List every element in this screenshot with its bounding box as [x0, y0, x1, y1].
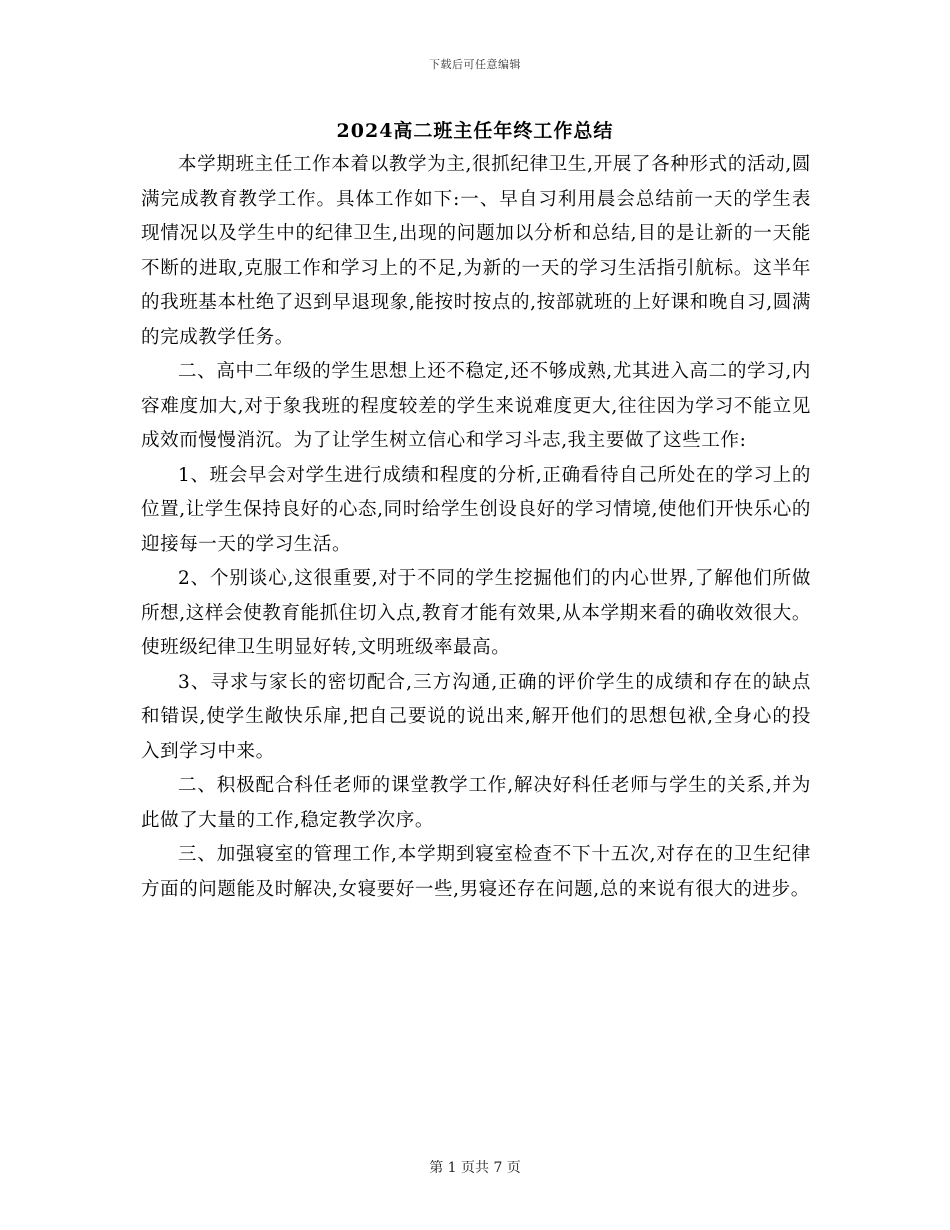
paragraph-5: 3、寻求与家长的密切配合,三方沟通,正确的评价学生的成绩和存在的缺点和错误,使学生敞快乐扉,把自己要说的说出来,解开他们的思想包袱,全身心的投入到学习中来。 [141, 671, 811, 762]
document-title: 2024高二班主任年终工作总结 [336, 120, 614, 142]
paragraph-3: 1、班会早会对学生进行成绩和程度的分析,正确看待自己所处在的学习上的位置,让学生保持良好的心态,同时给学生创设良好的学习情境,使他们开快乐心的迎接每一天的学习生活。 [141, 464, 811, 555]
paragraph-7: 三、加强寝室的管理工作,本学期到寝室检查不下十五次,对存在的卫生纪律方面的问题能及时解决,女寝要好一些,男寝还存在问题,总的来说有很大的进步。 [141, 844, 811, 900]
page-footer: 第 1 页共 7 页 [429, 1160, 521, 1176]
paragraph-4: 2、个别谈心,这很重要,对于不同的学生挖掘他们的内心世界,了解他们所做所想,这样会使教育能抓住切入点,教育才能有效果,从本学期来看的确收效很大。使班级纪律卫生明显好转,文明班级率最高。 [141, 568, 811, 658]
paragraph-1: 本学期班主任工作本着以教学为主,很抓纪律卫生,开展了各种形式的活动,圆满完成教育教学工作。具体工作如下:一、早自习利用晨会总结前一天的学生表现情况以及学生中的纪律卫生,出现的问题加以分析和总结,目的是让新的一天能不断的进取,克服工作和学习上的不足,为新的一天的学习生活指引航标。这半年的我班基本杜绝了迟到早退现象,能按时按点的,按部就班的上好课和晚自习,圆满的完成教学任务。 [141, 154, 811, 348]
document-body [141, 148, 811, 907]
paragraph-2: 二、高中二年级的学生思想上还不稳定,还不够成熟,尤其进入高二的学习,内容难度加大,对于象我班的程度较差的学生来说难度更大,往往因为学习不能立见成效而慢慢消沉。为了让学生树立信心和学习斗志,我主要做了这些工作: [141, 361, 811, 451]
paragraph-6: 二、积极配合科任老师的课堂教学工作,解决好科任老师与学生的关系,并为此做了大量的工作,稳定教学次序。 [141, 775, 811, 831]
header-note: 下载后可任意编辑 [429, 58, 521, 71]
